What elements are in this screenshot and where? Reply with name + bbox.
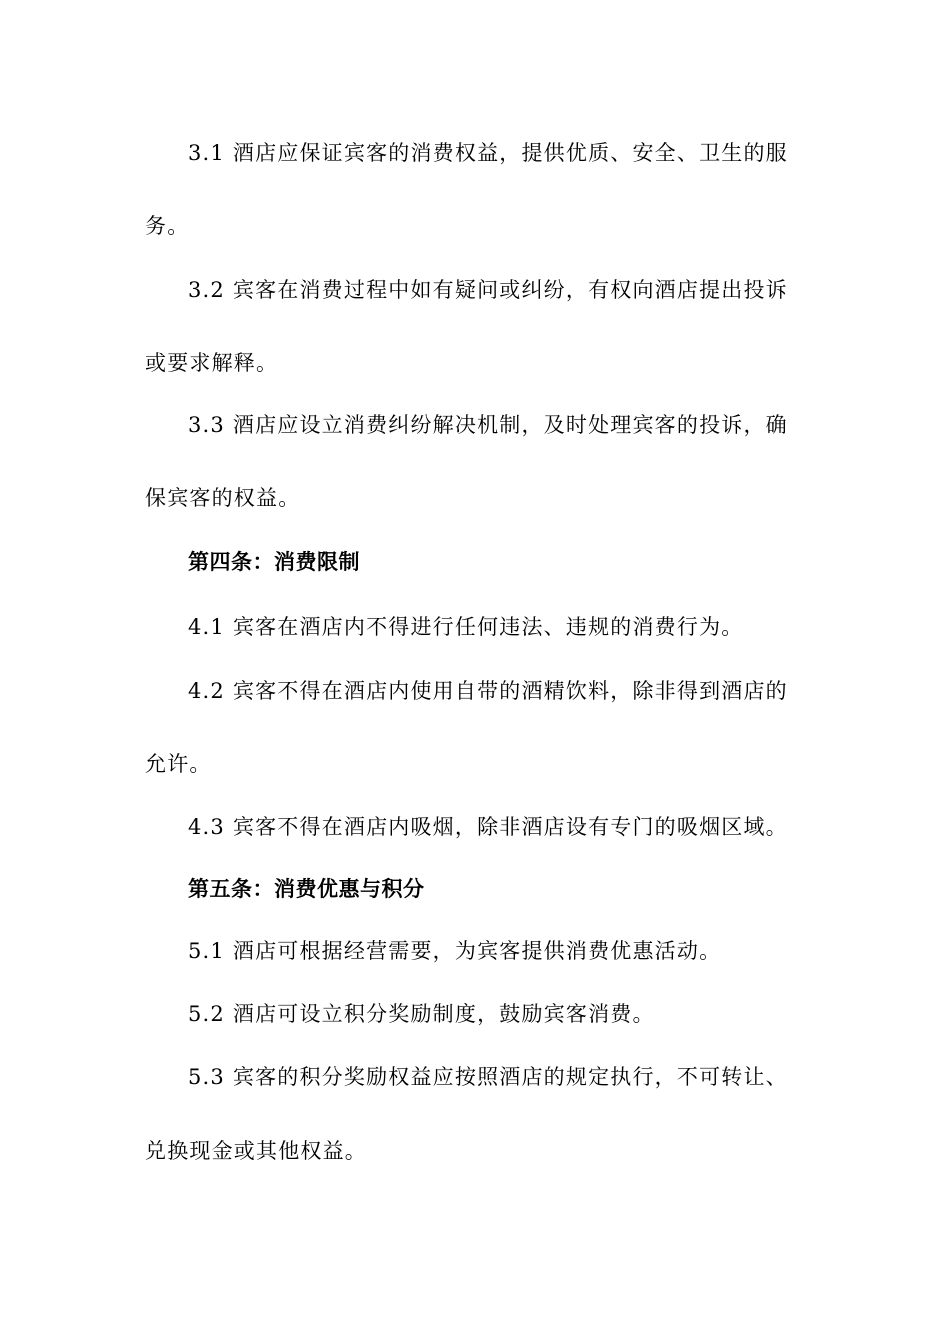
paragraph-5-2: 5.2 酒店可设立积分奖励制度，鼓励宾客消费。 — [188, 1002, 655, 1026]
paragraph-5-3-line-2: 兑换现金或其他权益。 — [145, 1139, 367, 1163]
paragraph-3-1-line-1: 3.1 酒店应保证宾客的消费权益，提供优质、安全、卫生的服 — [188, 141, 788, 165]
paragraph-3-3-line-1: 3.3 酒店应设立消费纠纷解决机制，及时处理宾客的投诉，确 — [188, 413, 788, 437]
paragraph-4-1: 4.1 宾客在酒店内不得进行任何违法、违规的消费行为。 — [188, 615, 744, 639]
paragraph-5-3-line-1: 5.3 宾客的积分奖励权益应按照酒店的规定执行，不可转让、 — [188, 1065, 788, 1089]
section-heading-4: 第四条：消费限制 — [188, 550, 360, 574]
paragraph-3-2-line-2: 或要求解释。 — [145, 351, 279, 375]
paragraph-3-3-line-2: 保宾客的权益。 — [145, 486, 301, 510]
paragraph-3-1-line-2: 务。 — [145, 214, 190, 238]
paragraph-3-2-line-1: 3.2 宾客在消费过程中如有疑问或纠纷，有权向酒店提出投诉 — [188, 278, 788, 302]
paragraph-4-2-line-1: 4.2 宾客不得在酒店内使用自带的酒精饮料，除非得到酒店的 — [188, 679, 788, 703]
paragraph-5-1: 5.1 酒店可根据经营需要，为宾客提供消费优惠活动。 — [188, 939, 722, 963]
paragraph-4-2-line-2: 允许。 — [145, 752, 212, 776]
section-heading-5: 第五条：消费优惠与积分 — [188, 877, 425, 901]
paragraph-4-3: 4.3 宾客不得在酒店内吸烟，除非酒店设有专门的吸烟区域。 — [188, 815, 788, 839]
